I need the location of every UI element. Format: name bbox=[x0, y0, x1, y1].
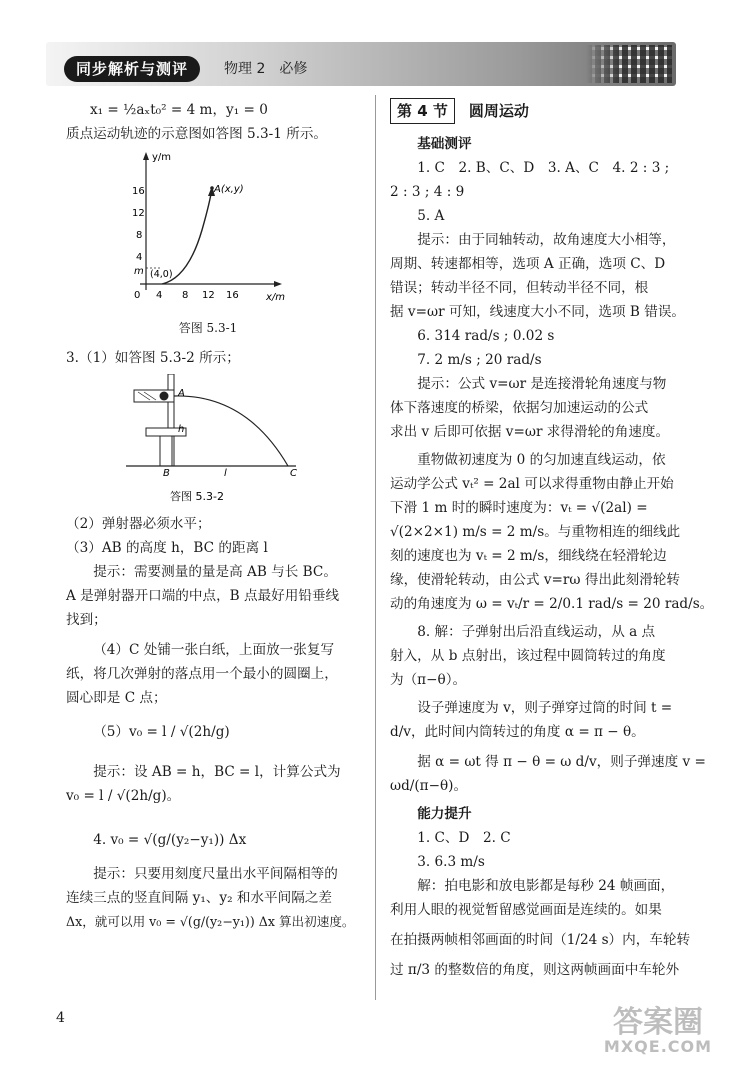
hint5-line3: 错误；转动半径不同，但转动半径不同，根 bbox=[390, 280, 649, 296]
hint5-line2: 周期、转速都相等，选项 A 正确，选项 C、D bbox=[390, 256, 666, 272]
q3-part3: （3）AB 的高度 h，BC 的距离 l bbox=[66, 540, 268, 556]
label-c: C bbox=[290, 468, 297, 479]
para1-line6: 缘，使滑轮转动，由公式 v=rω 得出此刻滑轮转 bbox=[390, 572, 680, 588]
para1-line4: √(2×2×1) m/s = 2 m/s。与重物相连的细线此 bbox=[390, 524, 681, 540]
q3-part4-line1: （4）C 处铺一张白纸，上面放一张复写 bbox=[93, 642, 335, 658]
answer-6: 6. 314 rad/s ; 0.02 s bbox=[417, 328, 555, 344]
answer8-line7: ωd/(π−θ)。 bbox=[390, 778, 468, 794]
para1-line5: 刻的速度也为 vₜ = 2 m/s，细线绕在轻滑轮边 bbox=[390, 548, 667, 564]
q3-part4-line3: 圆心即是 C 点； bbox=[66, 690, 167, 706]
hint1-line2: A 是弹射器开口端的中点，B 点最好用铅垂线 bbox=[66, 588, 340, 604]
hint7-line1: 提示：公式 v=ωr 是连接滑轮角速度与物 bbox=[417, 376, 667, 392]
x-tick-12: 12 bbox=[202, 290, 215, 301]
para1-line1: 重物做初速度为 0 的匀加速直线运动，依 bbox=[417, 452, 666, 468]
series-badge: 同步解析与测评 bbox=[64, 56, 200, 82]
basic-test-heading: 基础测评 bbox=[417, 136, 472, 152]
hint3-line2: 连续三点的竖直间隔 y₁、y₂ 和水平间隔之差 bbox=[66, 890, 332, 906]
answer8-line4: 设子弹速度为 v，则子弹穿过筒的时间 t = bbox=[417, 700, 673, 716]
answer8-line5: d/v，此时间内筒转过的角度 α = π − θ。 bbox=[390, 724, 645, 740]
start-point-label: (4,0) bbox=[150, 269, 173, 280]
subject-label: 物理 2 必修 bbox=[224, 61, 308, 77]
x-tick-16: 16 bbox=[226, 290, 239, 301]
para1-line7: 动的角速度为 ω = vₜ/r = 2/0.1 rad/s = 20 rad/s。 bbox=[390, 596, 714, 612]
ability3-line3: 在拍摄两帧相邻画面的时间（1/24 s）内，车轮转 bbox=[390, 932, 691, 948]
answer8-line2: 射入，从 b 点射出，该过程中圆筒转过的角度 bbox=[390, 648, 666, 664]
x-axis-arrow bbox=[274, 281, 282, 287]
hint5-line4: 据 v=ωr 可知，线速度大小不同，选项 B 错误。 bbox=[390, 304, 686, 320]
ability3-line2: 利用人眼的视觉暂留感觉画面是连续的。如果 bbox=[390, 902, 662, 918]
watermark-main: 答案圈 bbox=[613, 1005, 703, 1040]
hint7-line3: 求出 v 后即可依据 v=ωr 求得滑轮的角速度。 bbox=[390, 424, 670, 440]
equation-x1: x₁ = ½aₓt₀² = 4 m，y₁ = 0 bbox=[90, 102, 268, 118]
launcher-ball bbox=[160, 392, 169, 401]
hint3-line1: 提示：只要用刻度尺量出水平间隔相等的 bbox=[93, 866, 338, 882]
q3-part5: （5）v₀ = l / √(2h/g) bbox=[93, 724, 230, 740]
answer-5: 5. A bbox=[417, 208, 445, 224]
y-axis-arrow bbox=[143, 152, 149, 160]
para1-line3: 下滑 1 m 时的瞬时速度为：vₜ = √(2al) = bbox=[390, 500, 648, 516]
watermark-url: MXQE.COM bbox=[603, 1037, 713, 1056]
figure1-caption: 答图 5.3-1 bbox=[178, 321, 238, 335]
answer8-line1: 8. 解：子弹射出后沿直线运动，从 a 点 bbox=[417, 624, 656, 640]
x-axis-label: x/m bbox=[266, 292, 286, 303]
ability3-line4: 过 π/3 的整数倍的角度，则这两帧画面中车轮外 bbox=[390, 962, 680, 978]
answer8-line6: 据 α = ωt 得 π − θ = ω d/v，则子弹速度 v = bbox=[417, 754, 706, 770]
label-b: B bbox=[163, 468, 170, 479]
section-number: 第 4 节 bbox=[390, 98, 455, 124]
ability-answer-3: 3. 6.3 m/s bbox=[417, 854, 485, 870]
header-pattern bbox=[586, 45, 672, 83]
hint1-line1: 提示：需要测量的量是高 AB 与长 BC。 bbox=[93, 564, 337, 580]
x-tick-0: 0 bbox=[134, 290, 141, 301]
projectile-path bbox=[174, 396, 288, 466]
column-divider bbox=[375, 95, 376, 1000]
hint7-line2: 体下落速度的桥梁，依据匀加速运动的公式 bbox=[390, 400, 649, 416]
hint5-line1: 提示：由于同轴转动，故角速度大小相等， bbox=[417, 232, 676, 248]
hint3-line3: Δx，就可以用 v₀ = √(g/(y₂−y₁)) Δx 算出初速度。 bbox=[66, 914, 355, 929]
y-tick-16: 16 bbox=[132, 186, 145, 197]
answer-7: 7. 2 m/s ; 20 rad/s bbox=[417, 352, 542, 368]
y-tick-12: 12 bbox=[132, 208, 145, 219]
ability3-line1: 解：拍电影和放电影都是每秒 24 帧画面， bbox=[417, 878, 675, 894]
y-tick-8: 8 bbox=[136, 230, 143, 241]
watermark-logo bbox=[588, 1005, 728, 1060]
page-number: 4 bbox=[56, 1010, 65, 1026]
trajectory-figure bbox=[66, 150, 366, 318]
q3-intro: 3.（1）如答图 5.3-2 所示； bbox=[66, 350, 240, 366]
hint1-line3: 找到； bbox=[66, 612, 107, 628]
point-a-label: A(x,y) bbox=[214, 184, 244, 195]
section-heading bbox=[390, 98, 690, 124]
ability-heading: 能力提升 bbox=[417, 806, 472, 822]
y-tick-m: m bbox=[134, 266, 144, 277]
answers-1-4: 1. C 2. B、C、D 3. A、C 4. 2 : 3 ; bbox=[417, 160, 670, 176]
q4-answer: 4. v₀ = √(g/(y₂−y₁)) Δx bbox=[93, 832, 247, 848]
answers-4-cont: 2 : 3 ; 4 : 9 bbox=[390, 184, 465, 200]
ability-answers-1-2: 1. C、D 2. C bbox=[417, 830, 511, 846]
hint2-line1: 提示：设 AB = h，BC = l，计算公式为 bbox=[93, 764, 341, 780]
q3-part2: （2）弹射器必须水平； bbox=[66, 516, 211, 532]
left-column bbox=[66, 98, 366, 934]
right-column bbox=[390, 98, 714, 982]
label-a: A bbox=[178, 388, 185, 399]
trajectory-description: 质点运动轨迹的示意图如答图 5.3-1 所示。 bbox=[66, 126, 328, 142]
label-l: l bbox=[224, 468, 227, 479]
y-axis-label: y/m bbox=[152, 152, 172, 163]
projectile-figure bbox=[66, 374, 366, 504]
section-title: 圆周运动 bbox=[468, 102, 529, 120]
answer8-line3: 为（π−θ）。 bbox=[390, 672, 467, 688]
q3-part4-line2: 纸，将几次弹射的落点用一个最小的圆圈上， bbox=[66, 666, 338, 682]
x-tick-4: 4 bbox=[156, 290, 163, 301]
figure2-caption: 答图 5.3-2 bbox=[170, 490, 224, 503]
table-leg bbox=[160, 436, 172, 466]
hint2-line2: v₀ = l / √(2h/g)。 bbox=[66, 788, 181, 804]
y-tick-4: 4 bbox=[136, 252, 143, 263]
x-tick-8: 8 bbox=[182, 290, 189, 301]
label-h: h bbox=[178, 424, 185, 435]
para1-line2: 运动学公式 vₜ² = 2al 可以求得重物由静止开始 bbox=[390, 476, 674, 492]
